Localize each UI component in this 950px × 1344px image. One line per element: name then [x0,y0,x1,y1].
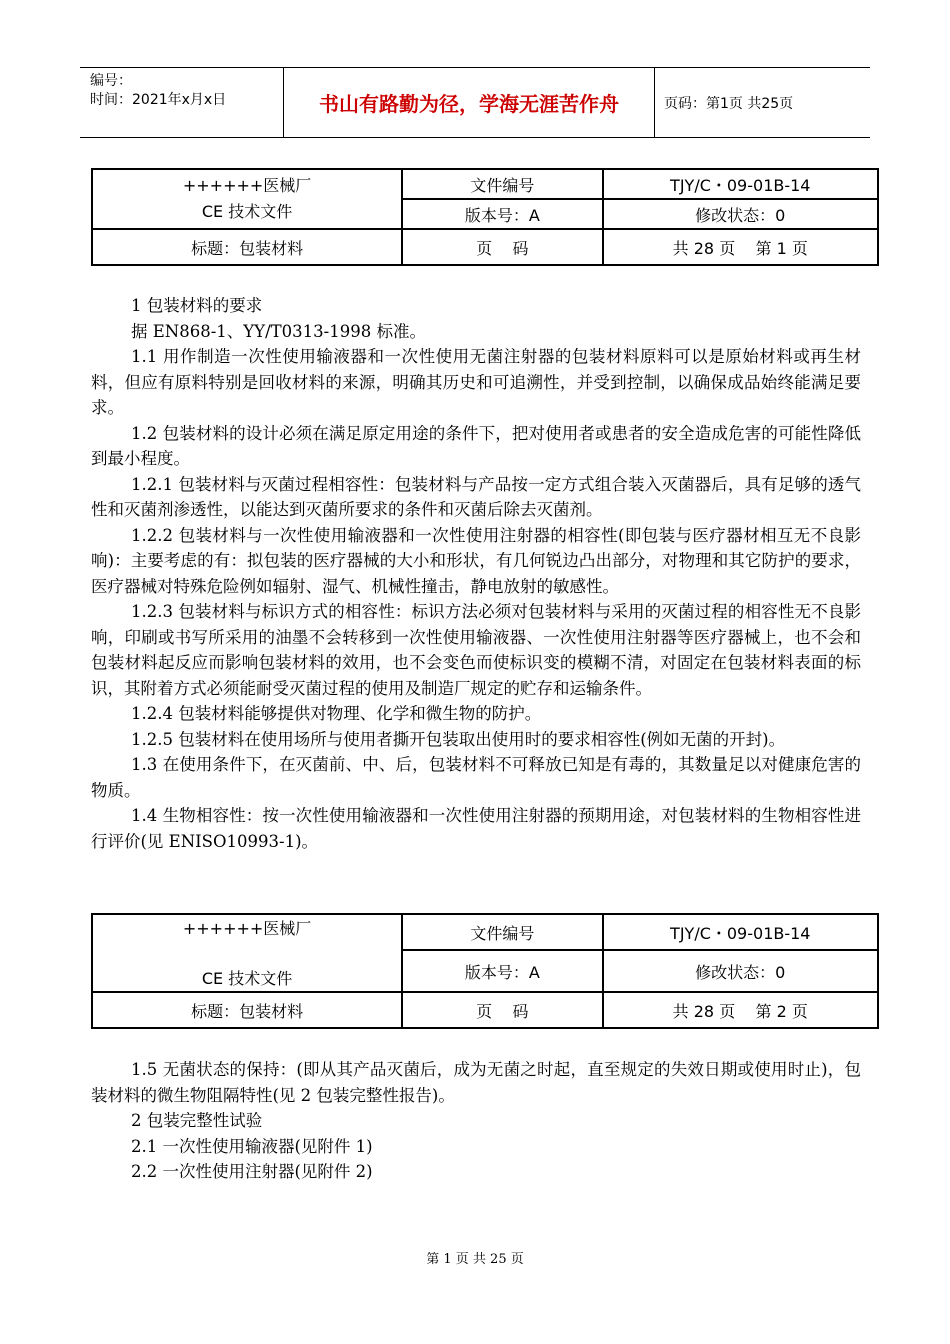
paragraph: 1.2.1 包装材料与灭菌过程相容性：包装材料与产品按一定方式组合装入灭菌器后，具有足够的透气性和灭菌剂渗透性，以能达到灭菌所要求的条件和灭菌后除去灭菌剂。 [91,474,861,519]
page-label: 页 码 [402,229,602,265]
paragraph: 1.5 无菌状态的保持：(即从其产品灭菌后，成为无菌之时起，直至规定的失效日期或使用时止)，包装材料的微生物阻隔特性(见 2 包装完整性报告)。 [91,1060,861,1105]
time-label: 时间：2021年x月x日 [90,92,227,108]
document-info-table-2 [91,913,879,1029]
revision: 修改状态：0 [603,950,878,992]
paragraph: 1.2.4 包装材料能够提供对物理、化学和微生物的防护。 [131,704,542,723]
paragraph: 1.2.2 包装材料与一次性使用输液器和一次性使用注射器的相容性(即包装与医疗器材相互无不良影响)：主要考虑的有：拟包装的医疗器械的大小和形状，有几何锐边凸出部分，对物理和其它防护的要求，医疗器械对特殊危险例如辐射、湿气、机械性撞击，静电放射的敏感性。 [91,525,861,596]
header-page-info: 页码：第1页 共25页 [664,95,794,112]
page-value: 共 28 页 第 1 页 [603,229,878,265]
header-motto: 书山有路勤为径，学海无涯苦作舟 [283,68,655,137]
paragraph: 2.2 一次性使用注射器(见附件 2) [131,1162,373,1181]
doc-title: 标题：包装材料 [92,992,402,1028]
company-name: ++++++医械厂 [182,176,312,195]
body-section-2 [91,1057,861,1185]
paragraph: 据 EN868-1、YY/T0313-1998 标准。 [131,321,426,341]
page-value: 共 28 页 第 2 页 [603,992,878,1028]
paragraph: 1.2.3 包装材料与标识方式的相容性：标识方法必须对包装材料与采用的灭菌过程的相容性无不良影响，印刷或书写所采用的油墨不会转移到一次性使用输液器、一次性使用注射器等医疗器械上，也不会和包装材料起反应而影响包装材料的效用，也不会变色而使标识变的模糊不清，对固定在包装材料表面的标识，其附着方式必须能耐受灭菌过程的使用及制造厂规定的贮存和运输条件。 [91,602,861,698]
revision: 修改状态：0 [603,199,878,229]
paragraph: 1.2 包装材料的设计必须在满足原定用途的条件下，把对使用者或患者的安全造成危害的可能性降低到最小程度。 [91,423,861,468]
doc-type: CE 技术文件 [201,969,293,988]
paragraph: 1.2.5 包装材料在使用场所与使用者撕开包装取出使用时的要求相容性(例如无菌的开封)。 [131,729,786,749]
page-label: 页 码 [402,992,602,1028]
version: 版本号：A [402,199,602,229]
body-section-1 [91,293,861,854]
page-footer: 第 1 页 共 25 页 [426,1252,524,1267]
section-heading: 2 包装完整性试验 [131,1111,263,1130]
doc-title: 标题：包装材料 [92,229,402,265]
document-info-table-1 [91,168,879,266]
paragraph: 1.3 在使用条件下，在灭菌前、中、后，包装材料不可释放已知是有毒的，其数量足以对健康危害的物质。 [91,755,861,800]
file-no: TJY/C・09-01B-14 [603,169,878,199]
version: 版本号：A [402,950,602,992]
page-header [80,67,870,138]
file-no-label: 文件编号 [402,914,602,950]
file-no-label: 文件编号 [402,169,602,199]
doc-type: CE 技术文件 [201,202,293,221]
file-no: TJY/C・09-01B-14 [603,914,878,950]
header-meta [90,72,226,110]
company-name: ++++++医械厂 [182,919,312,938]
company-cell [92,169,402,229]
paragraph: 1.4 生物相容性：按一次性使用输液器和一次性使用注射器的预期用途，对包装材料的生物相容性进行评价(见 ENISO10993-1)。 [91,806,861,851]
section-heading: 1 包装材料的要求 [131,296,263,315]
company-cell [92,914,402,992]
paragraph: 1.1 用作制造一次性使用输液器和一次性使用无菌注射器的包装材料原料可以是原始材料或再生材料，但应有原料特别是回收材料的来源，明确其历史和可追溯性，并受到控制，以确保成品始终能满足要求。 [91,347,861,417]
number-label: 编号： [90,73,132,89]
paragraph: 2.1 一次性使用输液器(见附件 1) [131,1136,373,1156]
